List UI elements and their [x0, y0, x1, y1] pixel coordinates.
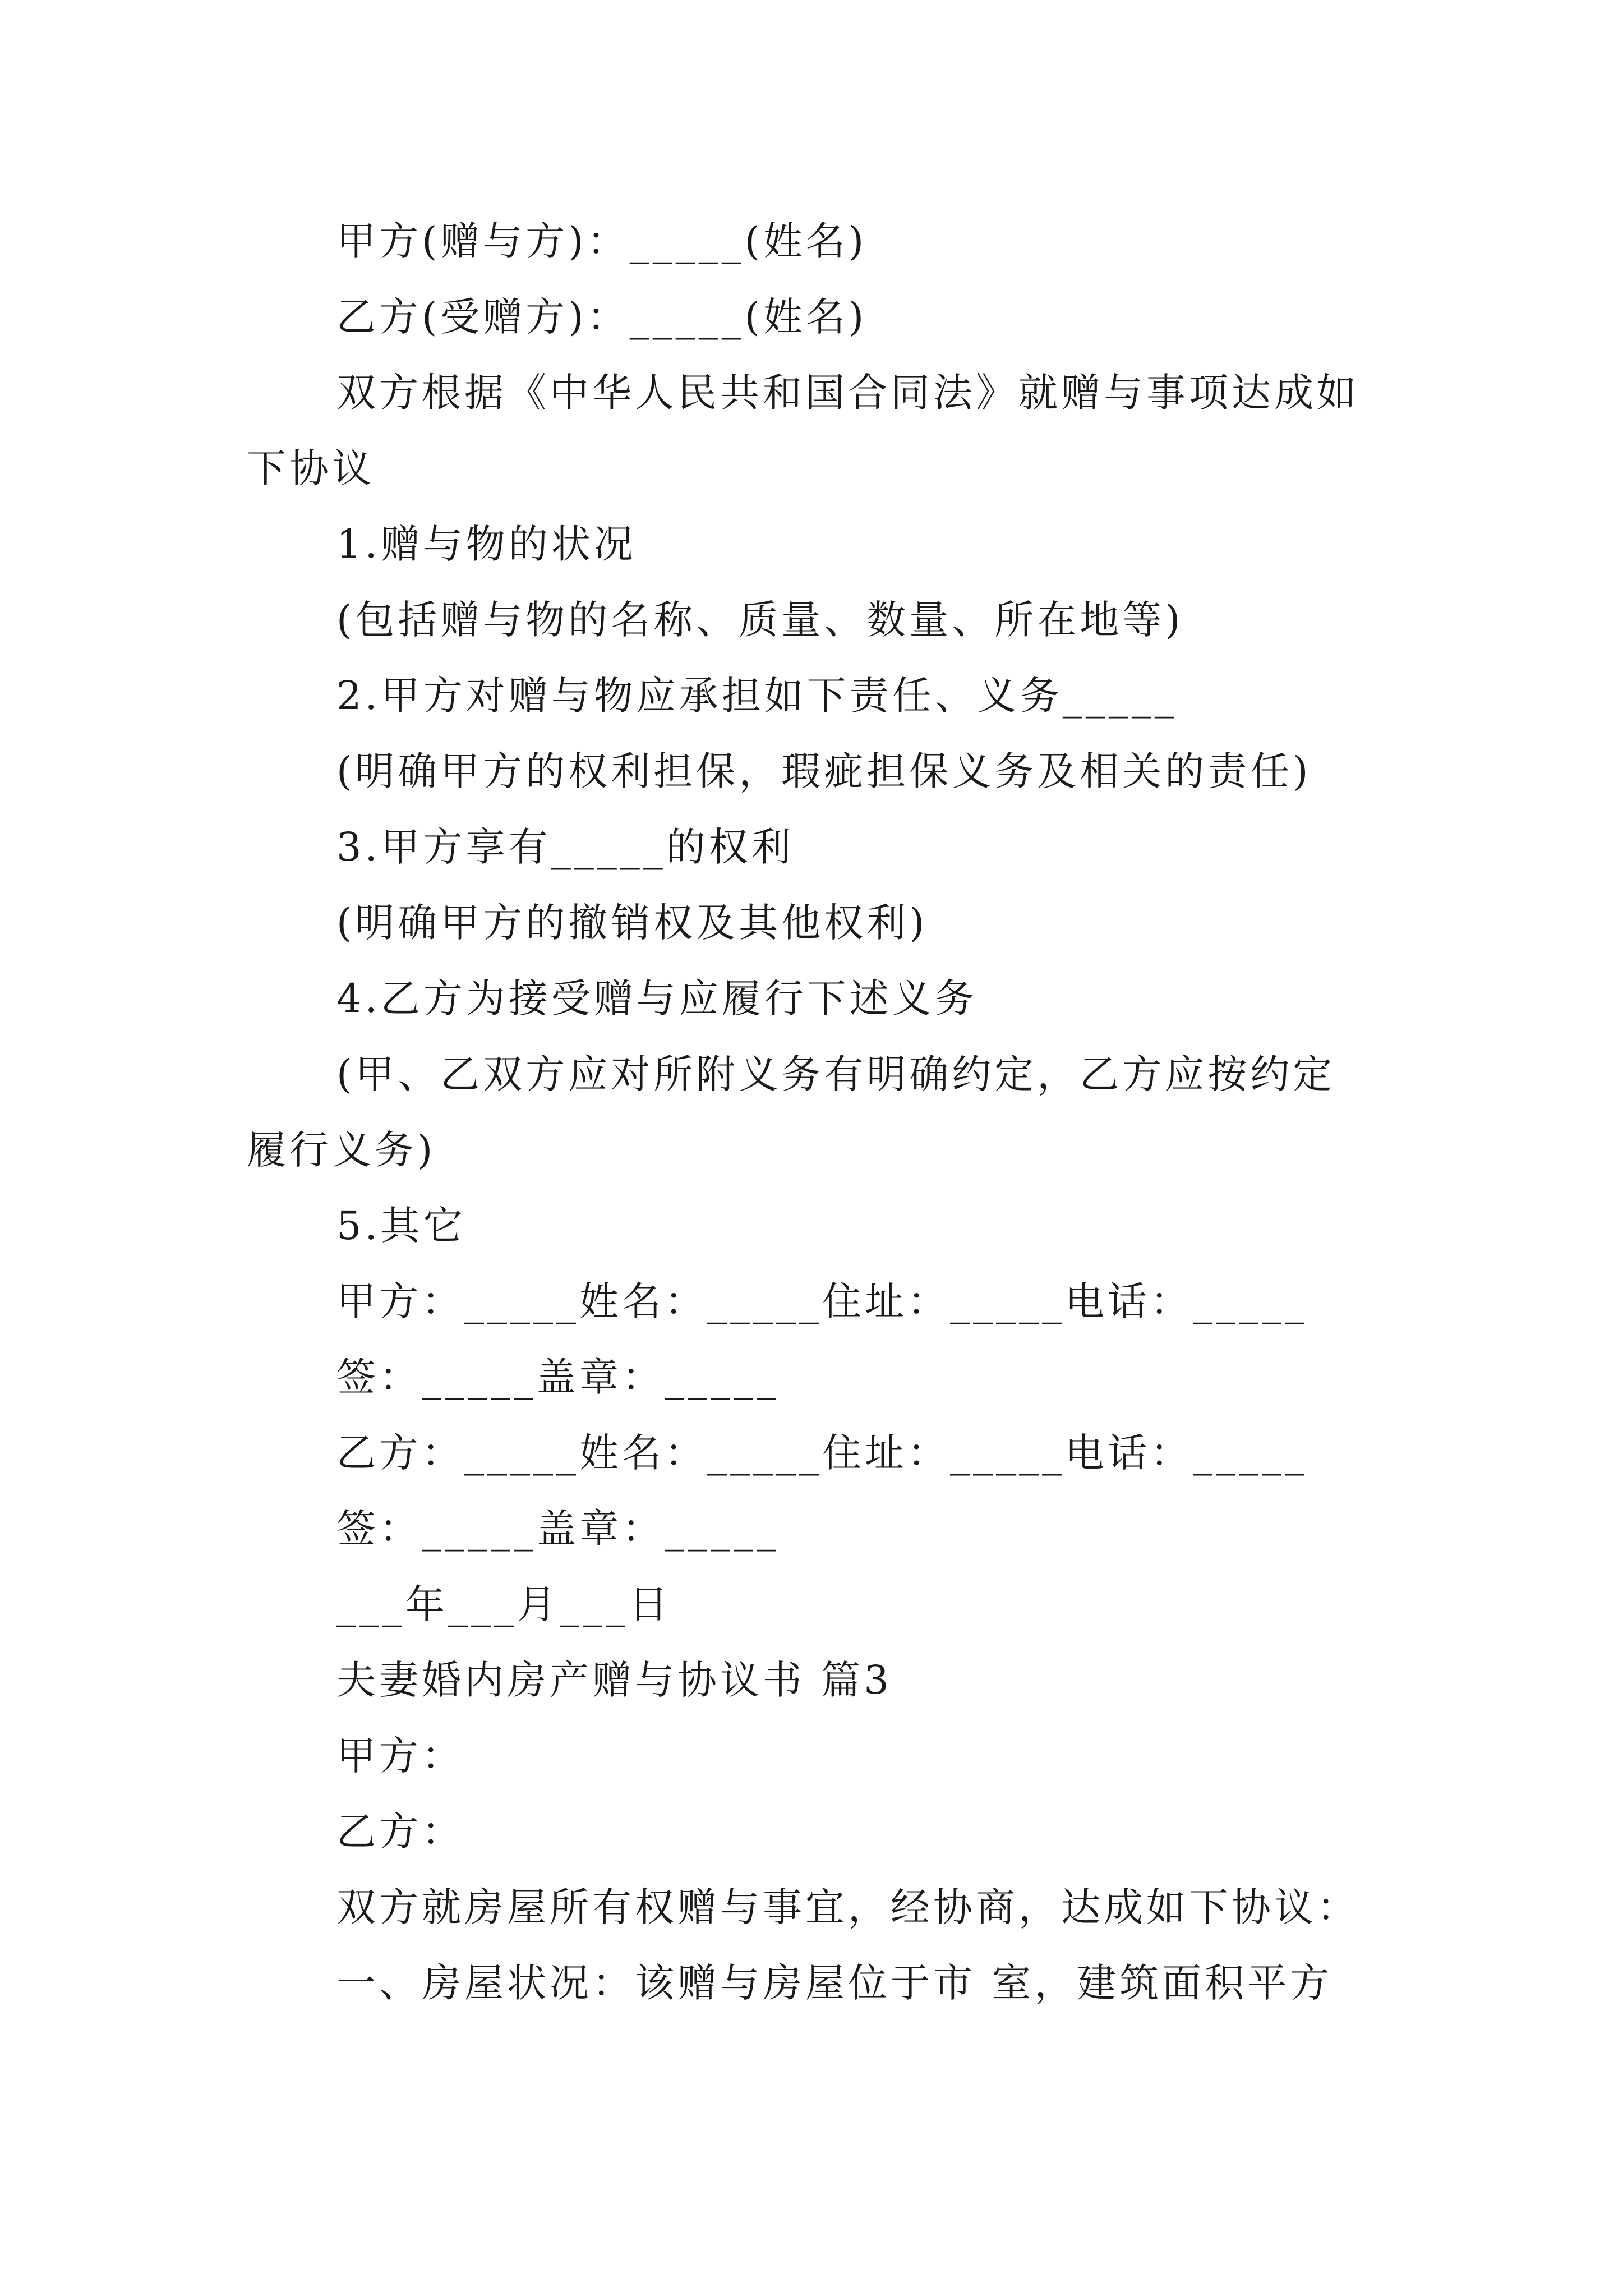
party-b-info-line: 乙方：_____姓名：_____住址：_____电话：_____: [336, 1430, 1308, 1476]
clause-5-heading: 5.其它: [336, 1203, 466, 1249]
clause-4-note-continuation: 履行义务): [247, 1127, 436, 1173]
agreement-intro-continuation: 下协议: [247, 445, 375, 491]
clause-4-heading: 4.乙方为接受赠与应履行下述义务: [336, 976, 978, 1022]
party-b-donee-line: 乙方(受赠方)：_____(姓名): [336, 294, 868, 340]
clause-3-heading: 3.甲方享有_____的权利: [336, 824, 794, 870]
date-line: ___年___月___日: [336, 1581, 671, 1627]
clause-2-note: (明确甲方的权利担保，瑕疵担保义务及相关的责任): [336, 748, 1312, 794]
section-3-clause-1: 一、房屋状况：该赠与房屋位于市 室，建筑面积平方: [336, 1960, 1333, 2006]
section-3-title: 夫妻婚内房产赠与协议书 篇3: [336, 1657, 892, 1703]
clause-3-note: (明确甲方的撤销权及其他权利): [336, 900, 928, 946]
agreement-intro-line: 双方根据《中华人民共和国合同法》就赠与事项达成如: [336, 370, 1359, 416]
section-3-party-a: 甲方：: [336, 1733, 464, 1779]
party-a-info-line: 甲方：_____姓名：_____住址：_____电话：_____: [336, 1278, 1308, 1324]
clause-2-heading: 2.甲方对赠与物应承担如下责任、义务_____: [336, 673, 1178, 719]
section-3-party-b: 乙方：: [336, 1809, 464, 1855]
section-3-intro: 双方就房屋所有权赠与事宜，经协商，达成如下协议：: [336, 1884, 1359, 1930]
party-b-signature-line: 签：_____盖章：_____: [336, 1506, 780, 1552]
clause-1-heading: 1.赠与物的状况: [336, 521, 637, 567]
clause-4-note: (甲、乙双方应对所附义务有明确约定，乙方应按约定: [336, 1051, 1336, 1097]
party-a-signature-line: 签：_____盖章：_____: [336, 1354, 780, 1400]
party-a-donor-line: 甲方(赠与方)：_____(姓名): [336, 218, 868, 264]
clause-1-note: (包括赠与物的名称、质量、数量、所在地等): [336, 597, 1184, 643]
